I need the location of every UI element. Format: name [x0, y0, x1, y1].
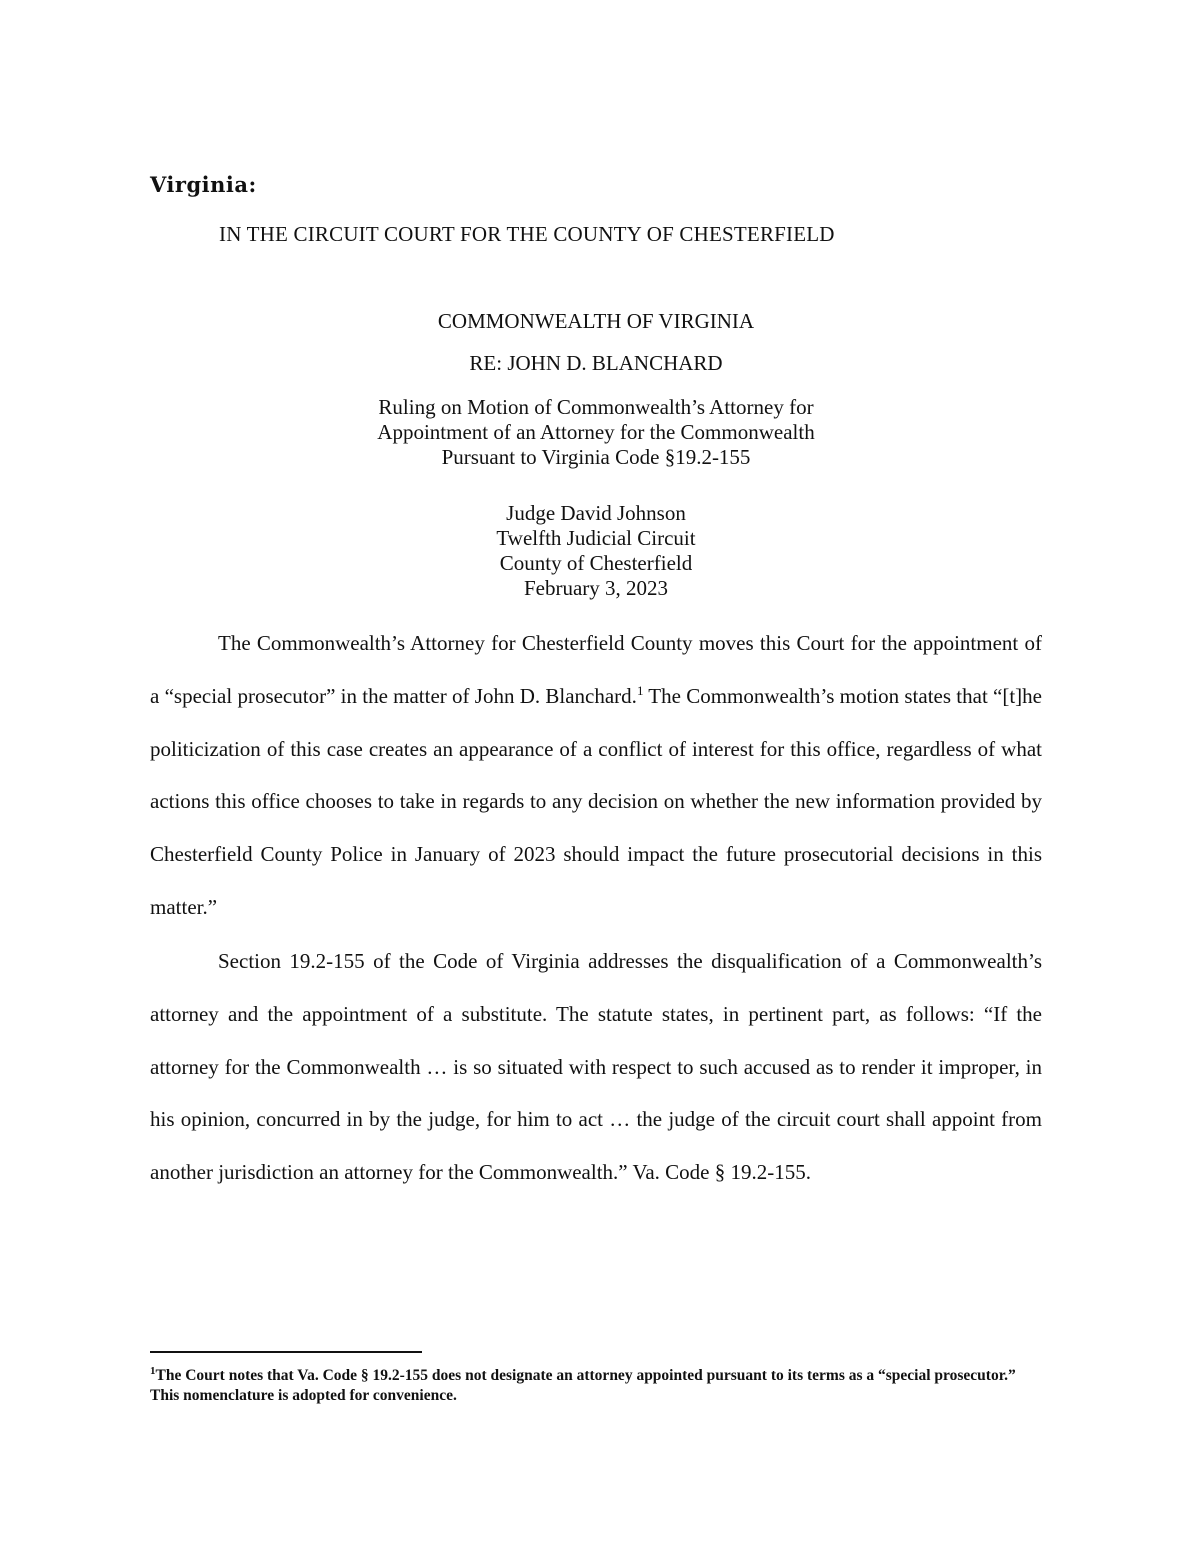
ruling-title-line-2: Appointment of an Attorney for the Commonwealth: [377, 420, 815, 444]
judicial-circuit: Twelfth Judicial Circuit: [496, 526, 696, 550]
ruling-date: February 3, 2023: [523, 576, 669, 600]
court-heading: IN THE CIRCUIT COURT FOR THE COUNTY OF CHESTERFIELD: [219, 222, 835, 246]
paragraph-1-text-a: The Commonwealth’s Attorney for Chesterfield County moves this Court for the appointment of a “special prosecutor” in the matter of John D. Blanchard.: [150, 631, 1042, 708]
footnote-reference: 1: [636, 682, 644, 698]
county-name: County of Chesterfield: [499, 551, 693, 575]
footnote-1: [150, 1366, 1042, 1406]
footnote-text: The Court notes that Va. Code § 19.2-155 does not designate an attorney appointed pursuant to its terms as a “special prosecutor.” This nomenclature is adopted for convenience.: [150, 1367, 1016, 1404]
body-paragraph-2: Section 19.2-155 of the Code of Virginia addresses the disqualification of a Commonwealth’s attorney and the appointment of a substitute. The statute states, in pertinent part, as follows: “If the attorney for the Commonwealth … is so situated with respect to such accused as to render it improper, in his opinion, concurred in by the judge, for him to act … the judge of the circuit court shall appoint from another jurisdiction an attorney for the Commonwealth.” Va. Code § 19.2-155.: [150, 949, 1042, 1185]
ruling-title-line-3: Pursuant to Virginia Code §19.2-155: [441, 445, 751, 469]
paragraph-1-text-b: The Commonwealth’s motion states that “[t]he politicization of this case creates an appearance of a conflict of interest for this office, regardless of what actions this office chooses to take in regards to any decision on whether the new information provided by Chesterfield County Police in January of 2023 should impact the future prosecutorial decisions in this matter.”: [150, 683, 1042, 919]
footnote-number: 1: [150, 1364, 156, 1377]
state-heading: Virginia:: [150, 172, 257, 197]
judge-name: Judge David Johnson: [506, 501, 686, 525]
ruling-title-line-1: Ruling on Motion of Commonwealth’s Attorney for: [378, 395, 814, 419]
caption-re: RE: JOHN D. BLANCHARD: [469, 351, 723, 375]
footnote-divider: [150, 1351, 422, 1353]
caption-party: COMMONWEALTH OF VIRGINIA: [437, 309, 755, 333]
ruling-title: [0, 395, 1192, 470]
body-paragraph-1: [150, 617, 1042, 934]
judge-block: [0, 501, 1192, 601]
